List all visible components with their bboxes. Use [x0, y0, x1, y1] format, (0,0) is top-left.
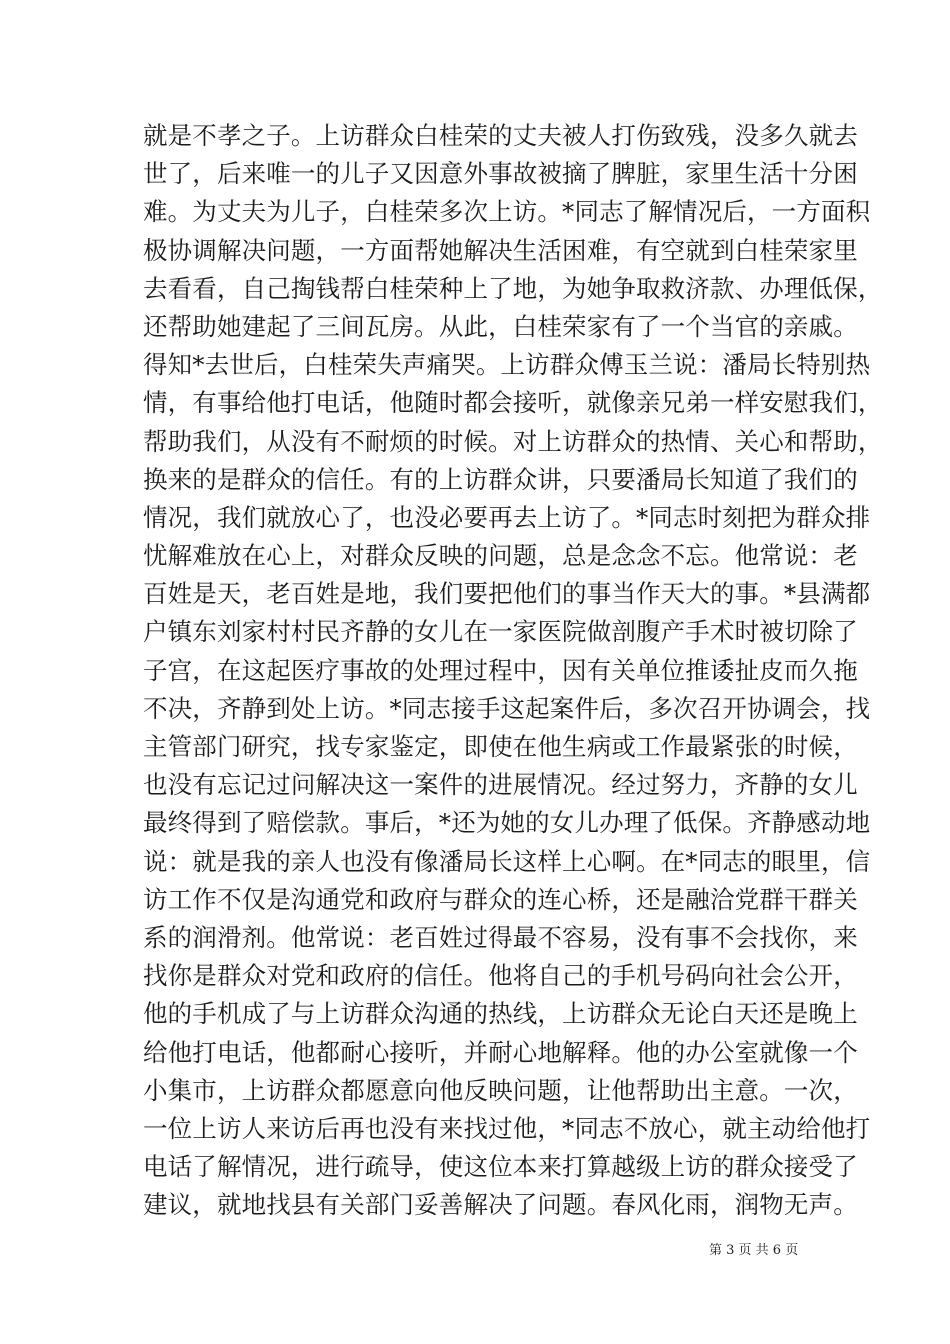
text-line: 换来的是群众的信任。有的上访群众讲，只要潘局长知道了我们的	[143, 464, 858, 494]
text-line: 得知*去世后，白桂荣失声痛哭。上访群众傅玉兰说：潘局长特别热	[143, 350, 871, 380]
text-line: 情况，我们就放心了，也没必要再去上访了。*同志时刻把为群众排	[143, 502, 871, 532]
body-text	[143, 117, 883, 1224]
text-line: 电话了解情况，进行疏导，使这位本来打算越级上访的群众接受了	[143, 1152, 858, 1182]
text-line: 户镇东刘家村村民齐静的女儿在一家医院做剖腹产手术时被切除了	[143, 617, 858, 647]
text-line: 也没有忘记过问解决这一案件的进展情况。经过努力，齐静的女儿	[143, 770, 858, 800]
text-line: 百姓是天，老百姓是地，我们要把他们的事当作天大的事。*县满都	[143, 579, 871, 609]
text-line: 就是不孝之子。上访群众白桂荣的丈夫被人打伤致残，没多久就去	[143, 121, 858, 150]
text-line: 给他打电话，他都耐心接听，并耐心地解释。他的办公室就像一个	[143, 1037, 858, 1067]
text-line: 忧解难放在心上，对群众反映的问题，总是念念不忘。他常说：老	[143, 541, 858, 571]
text-line: 小集市，上访群众都愿意向他反映问题，让他帮助出主意。一次，	[143, 1075, 858, 1105]
text-line: 极协调解决问题，一方面帮她解决生活困难，有空就到白桂荣家里	[143, 235, 858, 265]
text-line: 他的手机成了与上访群众沟通的热线，上访群众无论白天还是晚上	[143, 999, 858, 1029]
text-line: 一位上访人来访后再也没有来找过他，*同志不放心，就主动给他打	[143, 1113, 871, 1143]
text-line: 系的润滑剂。他常说：老百姓过得最不容易，没有事不会找你，来	[143, 922, 858, 952]
text-line: 访工作不仅是沟通党和政府与群众的连心桥，还是融洽党群干群关	[143, 884, 858, 914]
text-line: 子宫，在这起医疗事故的处理过程中，因有关单位推诿扯皮而久拖	[143, 655, 858, 685]
text-line: 去看看，自己掏钱帮白桂荣种上了地，为她争取救济款、办理低保，	[143, 273, 883, 303]
text-line: 还帮助她建起了三间瓦房。从此，白桂荣家有了一个当官的亲戚。	[143, 311, 858, 341]
page-number-footer: 第 3 页 共 6 页	[709, 1243, 799, 1258]
text-line: 难。为丈夫为儿子，白桂荣多次上访。*同志了解情况后，一方面积	[143, 197, 871, 227]
text-line: 不决，齐静到处上访。*同志接手这起案件后，多次召开协调会，找	[143, 693, 871, 723]
text-line: 最终得到了赔偿款。事后，*还为她的女儿办理了低保。齐静感动地	[143, 808, 871, 838]
text-line: 说：就是我的亲人也没有像潘局长这样上心啊。在*同志的眼里，信	[143, 846, 871, 876]
text-line: 找你是群众对党和政府的信任。他将自己的手机号码向社会公开，	[143, 961, 858, 991]
text-line: 建议，就地找县有关部门妥善解决了问题。春风化雨，润物无声。	[143, 1190, 858, 1220]
text-line: 帮助我们，从没有不耐烦的时候。对上访群众的热情、关心和帮助，	[143, 426, 883, 456]
text-line: 世了，后来唯一的儿子又因意外事故被摘了脾脏，家里生活十分困	[143, 159, 858, 189]
text-line: 情，有事给他打电话，他随时都会接听，就像亲兄弟一样安慰我们，	[143, 388, 883, 418]
text-line: 主管部门研究，找专家鉴定，即使在他生病或工作最紧张的时候，	[143, 732, 858, 761]
